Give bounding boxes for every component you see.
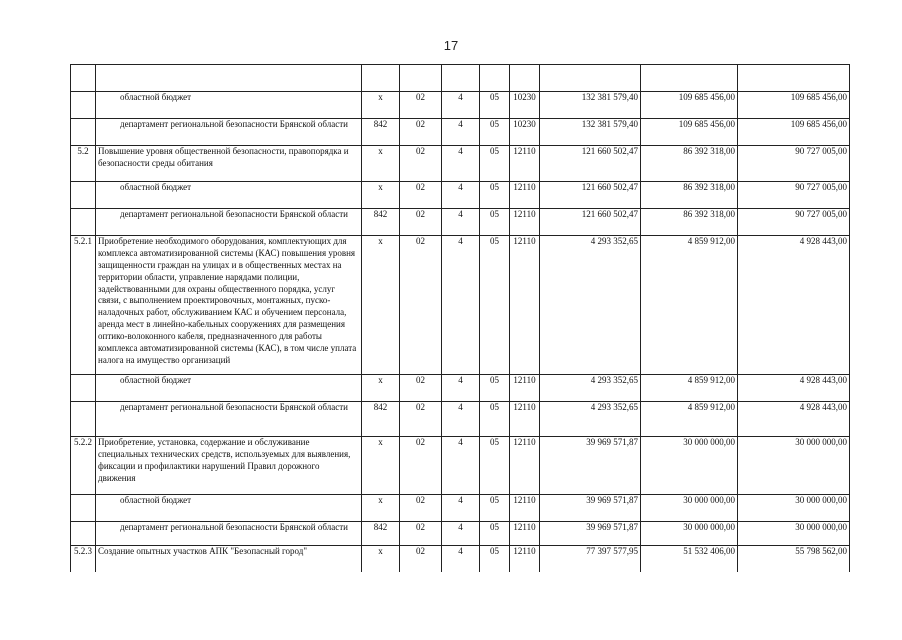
cell-cs2: 12110 — [510, 402, 540, 437]
cell-rz: 02 — [400, 236, 442, 375]
row-number — [71, 495, 96, 522]
table-row — [71, 375, 850, 402]
cell-value-3 — [738, 65, 850, 92]
cell-value-1: 121 660 502,47 — [540, 182, 641, 209]
cell-value-3: 109 685 456,00 — [738, 119, 850, 146]
row-name: областной бюджет — [96, 92, 362, 119]
cell-pr: 4 — [442, 495, 480, 522]
cell-cs2: 12110 — [510, 522, 540, 546]
cell-value-2: 86 392 318,00 — [641, 146, 738, 182]
cell-value-2: 86 392 318,00 — [641, 182, 738, 209]
cell-pr: 4 — [442, 209, 480, 236]
cell-cs2: 12110 — [510, 375, 540, 402]
cell-value-2: 30 000 000,00 — [641, 495, 738, 522]
cell-cs1: 05 — [480, 236, 510, 375]
cell-value-1: 121 660 502,47 — [540, 209, 641, 236]
row-name: департамент региональной безопасности Брянской области — [96, 119, 362, 146]
cell-value-1: 4 293 352,65 — [540, 375, 641, 402]
cell-value-1: 39 969 571,87 — [540, 522, 641, 546]
cell-grbs: 842 — [362, 209, 400, 236]
cell-cs1: 05 — [480, 182, 510, 209]
cell-pr: 4 — [442, 92, 480, 119]
cell-pr: 4 — [442, 236, 480, 375]
cell-cs2: 12110 — [510, 146, 540, 182]
table-row — [71, 236, 850, 375]
cell-value-3: 4 928 443,00 — [738, 402, 850, 437]
cell-rz — [400, 65, 442, 92]
row-number: 5.2.1 — [71, 236, 96, 375]
cell-cs1: 05 — [480, 375, 510, 402]
cell-pr: 4 — [442, 182, 480, 209]
cell-rz: 02 — [400, 375, 442, 402]
table-row — [71, 65, 850, 92]
cell-cs1 — [480, 65, 510, 92]
cell-cs1: 05 — [480, 119, 510, 146]
row-number — [71, 182, 96, 209]
cell-cs2: 12110 — [510, 236, 540, 375]
cell-cs1: 05 — [480, 146, 510, 182]
budget-table — [70, 64, 850, 572]
cell-pr: 4 — [442, 375, 480, 402]
row-name: департамент региональной безопасности Брянской области — [96, 522, 362, 546]
cell-pr: 4 — [442, 146, 480, 182]
cell-cs1: 05 — [480, 546, 510, 572]
cell-grbs: 842 — [362, 119, 400, 146]
cell-value-1: 4 293 352,65 — [540, 236, 641, 375]
cell-rz: 02 — [400, 119, 442, 146]
cell-value-2: 30 000 000,00 — [641, 522, 738, 546]
cell-grbs: х — [362, 92, 400, 119]
cell-rz: 02 — [400, 522, 442, 546]
table-row — [71, 182, 850, 209]
cell-cs2: 12110 — [510, 182, 540, 209]
page-number: 17 — [443, 38, 459, 53]
cell-cs1: 05 — [480, 402, 510, 437]
cell-value-2: 4 859 912,00 — [641, 402, 738, 437]
cell-value-2: 51 532 406,00 — [641, 546, 738, 572]
cell-pr: 4 — [442, 546, 480, 572]
table-row — [71, 546, 850, 572]
cell-cs2 — [510, 65, 540, 92]
cell-rz: 02 — [400, 546, 442, 572]
cell-value-3: 55 798 562,00 — [738, 546, 850, 572]
cell-pr: 4 — [442, 402, 480, 437]
table-row — [71, 437, 850, 495]
cell-rz: 02 — [400, 209, 442, 236]
cell-rz: 02 — [400, 495, 442, 522]
cell-pr: 4 — [442, 522, 480, 546]
cell-cs2: 10230 — [510, 119, 540, 146]
cell-value-3: 30 000 000,00 — [738, 437, 850, 495]
cell-cs1: 05 — [480, 522, 510, 546]
row-number — [71, 209, 96, 236]
cell-grbs — [362, 65, 400, 92]
cell-rz: 02 — [400, 92, 442, 119]
cell-cs2: 12110 — [510, 546, 540, 572]
cell-value-1: 77 397 577,95 — [540, 546, 641, 572]
cell-rz: 02 — [400, 182, 442, 209]
row-number: 5.2.2 — [71, 437, 96, 495]
cell-grbs: х — [362, 375, 400, 402]
cell-grbs: х — [362, 182, 400, 209]
row-name: департамент региональной безопасности Брянской области — [96, 209, 362, 236]
cell-grbs: х — [362, 546, 400, 572]
cell-value-3: 4 928 443,00 — [738, 236, 850, 375]
cell-cs2: 12110 — [510, 437, 540, 495]
cell-cs1: 05 — [480, 495, 510, 522]
row-name — [96, 65, 362, 92]
row-name: областной бюджет — [96, 495, 362, 522]
cell-value-3: 30 000 000,00 — [738, 495, 850, 522]
cell-value-3: 109 685 456,00 — [738, 92, 850, 119]
cell-value-1 — [540, 65, 641, 92]
cell-value-2: 30 000 000,00 — [641, 437, 738, 495]
cell-grbs: 842 — [362, 402, 400, 437]
cell-pr: 4 — [442, 437, 480, 495]
row-number — [71, 65, 96, 92]
cell-value-2: 4 859 912,00 — [641, 375, 738, 402]
cell-pr — [442, 65, 480, 92]
cell-value-2: 109 685 456,00 — [641, 92, 738, 119]
row-name: департамент региональной безопасности Брянской области — [96, 402, 362, 437]
cell-value-1: 39 969 571,87 — [540, 495, 641, 522]
row-name: Приобретение необходимого оборудования, комплектующих для комплекса автоматизированной системы (КАС) повышения уровня защищенности граждан на улицах и в общественных местах на территории области, управление нарядами полиции, задействованными для охраны общественного порядка, услуг связи, с выполнением проектировочных, монтажных, пуско-наладочных работ, обслуживанием КАС и обучением персонала, аренда мест в линейно-кабельных сооружениях для размещения оптико-волоконного кабеля, предназначенного для работы комплекса автоматизированной системы (КАС), в том числе уплата налога на имущество организаций — [96, 236, 362, 375]
cell-pr: 4 — [442, 119, 480, 146]
cell-grbs: х — [362, 146, 400, 182]
row-number — [71, 402, 96, 437]
cell-cs2: 10230 — [510, 92, 540, 119]
row-name: Приобретение, установка, содержание и обслуживание специальных технических средств, используемых для выявления, фиксации и профилактики нарушений Правил дорожного движения — [96, 437, 362, 495]
cell-value-3: 90 727 005,00 — [738, 182, 850, 209]
cell-cs1: 05 — [480, 437, 510, 495]
table-row — [71, 92, 850, 119]
cell-grbs: 842 — [362, 522, 400, 546]
row-name: областной бюджет — [96, 375, 362, 402]
row-number: 5.2 — [71, 146, 96, 182]
cell-rz: 02 — [400, 402, 442, 437]
cell-value-3: 90 727 005,00 — [738, 146, 850, 182]
cell-value-1: 4 293 352,65 — [540, 402, 641, 437]
row-number — [71, 92, 96, 119]
cell-value-3: 90 727 005,00 — [738, 209, 850, 236]
cell-value-2 — [641, 65, 738, 92]
cell-value-2: 4 859 912,00 — [641, 236, 738, 375]
cell-value-1: 39 969 571,87 — [540, 437, 641, 495]
cell-value-2: 109 685 456,00 — [641, 119, 738, 146]
cell-value-3: 30 000 000,00 — [738, 522, 850, 546]
cell-grbs: х — [362, 437, 400, 495]
cell-grbs: х — [362, 236, 400, 375]
cell-value-1: 121 660 502,47 — [540, 146, 641, 182]
table-row — [71, 402, 850, 437]
cell-rz: 02 — [400, 437, 442, 495]
table-row — [71, 209, 850, 236]
row-number — [71, 119, 96, 146]
cell-cs1: 05 — [480, 92, 510, 119]
cell-value-1: 132 381 579,40 — [540, 119, 641, 146]
cell-grbs: х — [362, 495, 400, 522]
cell-rz: 02 — [400, 146, 442, 182]
cell-value-1: 132 381 579,40 — [540, 92, 641, 119]
row-name: Создание опытных участков АПК "Безопасный город" — [96, 546, 362, 572]
row-number: 5.2.3 — [71, 546, 96, 572]
cell-cs2: 12110 — [510, 209, 540, 236]
cell-value-2: 86 392 318,00 — [641, 209, 738, 236]
table-row — [71, 522, 850, 546]
cell-cs1: 05 — [480, 209, 510, 236]
row-number — [71, 522, 96, 546]
row-name: областной бюджет — [96, 182, 362, 209]
table-row — [71, 146, 850, 182]
cell-cs2: 12110 — [510, 495, 540, 522]
table-row — [71, 119, 850, 146]
table-row — [71, 495, 850, 522]
cell-value-3: 4 928 443,00 — [738, 375, 850, 402]
row-name: Повышение уровня общественной безопасности, правопорядка и безопасности среды обитания — [96, 146, 362, 182]
row-number — [71, 375, 96, 402]
